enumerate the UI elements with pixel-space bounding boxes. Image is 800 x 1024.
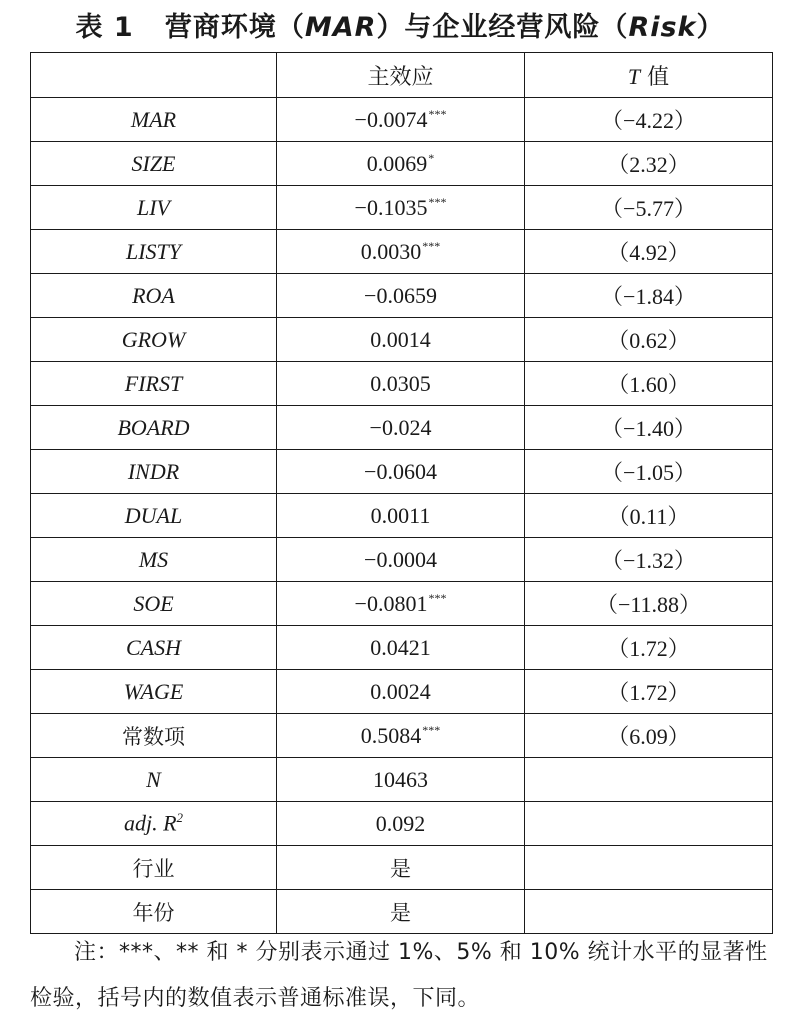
table-row <box>31 318 773 362</box>
variable-cell <box>31 450 277 494</box>
table-note: 注：***、** 和 * 分别表示通过 1%、5% 和 10% 统计水平的显著性检验，括号内的数值表示普通标准误，下同。 <box>30 940 768 1011</box>
variable-name: DUAL <box>124 502 183 528</box>
variable-cell <box>31 186 277 230</box>
table-row <box>31 758 773 802</box>
t-value: （1.60） <box>607 372 690 397</box>
variable-cell <box>31 846 277 890</box>
variable-cell <box>31 538 277 582</box>
title-text-a: 营商环境（ <box>164 12 305 43</box>
t-value: （−1.32） <box>601 548 696 573</box>
coefficient-cell <box>277 98 525 142</box>
t-value-cell <box>525 406 773 450</box>
coefficient-value: −0.0801 <box>354 590 428 616</box>
variable-cell <box>31 582 277 626</box>
t-value-cell <box>525 714 773 758</box>
coefficient-cell <box>277 582 525 626</box>
t-value-cell <box>525 450 773 494</box>
table-number: 表 1 <box>75 12 134 43</box>
table-row <box>31 98 773 142</box>
variable-cell <box>31 274 277 318</box>
variable-name: CASH <box>126 634 181 660</box>
coefficient-value: 0.0030 <box>360 238 422 264</box>
t-value-cell <box>525 538 773 582</box>
header-main-effect: 主效应 <box>277 53 525 98</box>
coefficient-cell <box>277 758 525 802</box>
variable-name: ROA <box>132 282 175 308</box>
coefficient-value: −0.0004 <box>364 546 437 572</box>
coefficient-cell <box>277 802 525 846</box>
variable-name: SIZE <box>131 150 176 176</box>
t-value-cell <box>525 626 773 670</box>
t-value-cell <box>525 890 773 934</box>
t-value-cell <box>525 142 773 186</box>
variable-name: 年份 <box>132 900 175 925</box>
variable-name: LIV <box>137 194 170 220</box>
table-row <box>31 538 773 582</box>
coefficient-value: 0.0069 <box>366 150 428 176</box>
title-mar: MAR <box>304 12 377 43</box>
coefficient-cell <box>277 714 525 758</box>
coefficient-value: 是 <box>390 856 411 881</box>
table-row <box>31 186 773 230</box>
coefficient-value: 0.0421 <box>370 634 431 660</box>
title-text-c: ） <box>696 12 725 43</box>
variable-name: N <box>146 766 161 792</box>
t-value-cell <box>525 230 773 274</box>
t-value-cell <box>525 846 773 890</box>
variable-name: FIRST <box>124 370 183 396</box>
coefficient-value: 0.092 <box>375 810 426 836</box>
t-value-cell <box>525 274 773 318</box>
coefficient-cell <box>277 230 525 274</box>
t-value-cell <box>525 318 773 362</box>
header-variable <box>31 53 277 98</box>
table-row <box>31 846 773 890</box>
variable-cell <box>31 670 277 714</box>
variable-superscript: 2 <box>176 810 184 826</box>
coefficient-value: 0.5084 <box>360 722 422 748</box>
coefficient-cell <box>277 670 525 714</box>
t-value-cell <box>525 758 773 802</box>
variable-name: 行业 <box>132 856 175 881</box>
significance-stars: *** <box>422 723 441 738</box>
table-row <box>31 274 773 318</box>
regression-table <box>30 52 773 934</box>
variable-cell <box>31 890 277 934</box>
significance-stars: *** <box>428 107 447 122</box>
variable-cell <box>31 406 277 450</box>
coefficient-cell <box>277 626 525 670</box>
significance-stars: * <box>428 151 435 166</box>
coefficient-cell <box>277 890 525 934</box>
table-row <box>31 670 773 714</box>
coefficient-value: −0.0659 <box>364 282 437 308</box>
coefficient-cell <box>277 142 525 186</box>
t-value: （4.92） <box>607 240 690 265</box>
coefficient-cell <box>277 362 525 406</box>
coefficient-cell <box>277 846 525 890</box>
table-body <box>31 98 773 934</box>
table-row <box>31 802 773 846</box>
t-value: （−4.22） <box>601 108 696 133</box>
table-title <box>0 6 800 50</box>
table-row <box>31 714 773 758</box>
t-value-cell <box>525 582 773 626</box>
coefficient-cell <box>277 406 525 450</box>
coefficient-value: 是 <box>390 900 411 925</box>
table-row <box>31 626 773 670</box>
variable-cell <box>31 98 277 142</box>
table-row <box>31 406 773 450</box>
table-row <box>31 362 773 406</box>
variable-name: WAGE <box>123 678 184 704</box>
table-row <box>31 582 773 626</box>
table-row <box>31 230 773 274</box>
variable-cell <box>31 318 277 362</box>
t-value: （0.11） <box>607 504 690 529</box>
variable-cell <box>31 626 277 670</box>
variable-cell <box>31 494 277 538</box>
t-value: （−1.40） <box>601 416 696 441</box>
t-value-cell <box>525 98 773 142</box>
coefficient-value: 0.0014 <box>370 326 431 352</box>
coefficient-cell <box>277 494 525 538</box>
variable-name: BOARD <box>117 414 190 440</box>
coefficient-cell <box>277 538 525 582</box>
t-value: （6.09） <box>607 724 690 749</box>
coefficient-value: −0.0604 <box>364 458 437 484</box>
t-value: （−5.77） <box>601 196 696 221</box>
variable-cell <box>31 362 277 406</box>
variable-cell <box>31 758 277 802</box>
title-text-b: ）与企业经营风险（ <box>376 12 629 43</box>
t-value-cell <box>525 802 773 846</box>
variable-name: GROW <box>121 326 186 352</box>
variable-name: MS <box>138 546 169 572</box>
header-row <box>31 53 773 98</box>
coefficient-cell <box>277 318 525 362</box>
coefficient-value: 10463 <box>373 766 428 792</box>
coefficient-value: −0.024 <box>369 414 432 440</box>
coefficient-value: 0.0011 <box>370 502 431 528</box>
coefficient-value: 0.0024 <box>370 678 431 704</box>
table-row <box>31 494 773 538</box>
significance-stars: *** <box>422 239 441 254</box>
variable-cell <box>31 142 277 186</box>
variable-name: MAR <box>130 106 177 132</box>
t-value-cell <box>525 362 773 406</box>
coefficient-cell <box>277 186 525 230</box>
variable-name: 常数项 <box>122 724 185 749</box>
t-value-cell <box>525 186 773 230</box>
t-value-cell <box>525 494 773 538</box>
t-value: （1.72） <box>607 636 690 661</box>
table-row <box>31 450 773 494</box>
coefficient-value: −0.1035 <box>354 194 428 220</box>
variable-cell <box>31 230 277 274</box>
variable-cell <box>31 802 277 846</box>
coefficient-value: 0.0305 <box>370 370 431 396</box>
t-value: （−1.05） <box>601 460 696 485</box>
significance-stars: *** <box>428 195 447 210</box>
t-value: （−11.88） <box>595 592 702 617</box>
title-risk: Risk <box>628 12 697 43</box>
t-value: （0.62） <box>607 328 690 353</box>
variable-name: LISTY <box>125 238 182 264</box>
table-row <box>31 890 773 934</box>
header-t-value: T 值 <box>525 53 773 98</box>
variable-name: adj. R <box>123 810 177 836</box>
t-value-cell <box>525 670 773 714</box>
variable-name: INDR <box>127 458 180 484</box>
t-value: （2.32） <box>607 152 690 177</box>
variable-name: SOE <box>133 590 174 616</box>
t-value: （−1.84） <box>601 284 696 309</box>
t-value: （1.72） <box>607 680 690 705</box>
significance-stars: *** <box>428 591 447 606</box>
coefficient-value: −0.0074 <box>354 106 428 132</box>
variable-cell <box>31 714 277 758</box>
coefficient-cell <box>277 450 525 494</box>
header-t-suffix: 值 <box>640 64 670 90</box>
coefficient-cell <box>277 274 525 318</box>
table-row <box>31 142 773 186</box>
